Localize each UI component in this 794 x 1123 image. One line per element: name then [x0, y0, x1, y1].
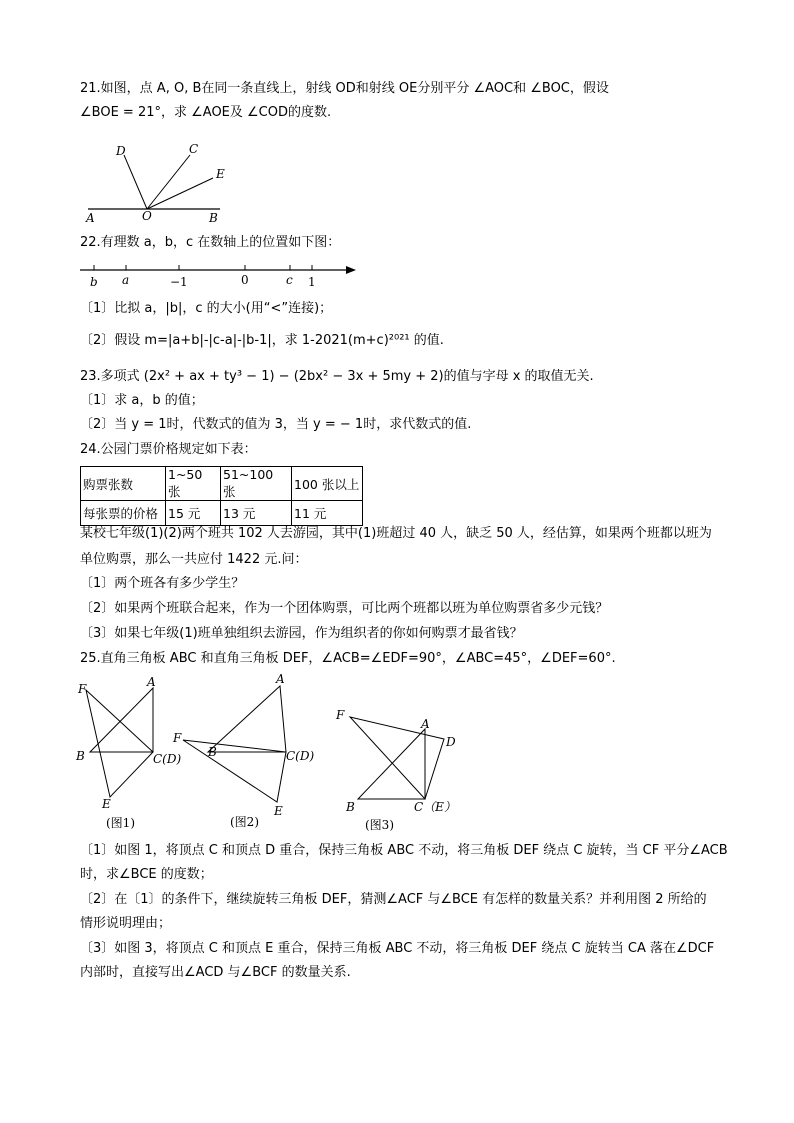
axis-label-a: a	[122, 273, 130, 287]
label-A: A	[86, 211, 95, 225]
q25-part3-line2: 内部时，直接写出∠ACD 与∠BCF 的数量关系.	[80, 965, 351, 980]
table-cell: 每张票的价格	[81, 501, 166, 526]
q25-part1-line1: 〔1〕如图 1，将顶点 C 和顶点 D 重合，保持三角板 ABC 不动，将三角板 DEF 绕点 C 旋转，当 CF 平分∠ACB	[80, 843, 728, 858]
axis-label-b: b	[90, 275, 98, 289]
fig2-label-F: F	[173, 731, 182, 745]
q24-part3: 〔3〕如果七年级(1)班单独组织去游园，作为组织者的你如何购票才最省钱？	[80, 626, 523, 641]
q21-line1: 21.如图，点 A, O, B在同一条直线上，射线 OD和射线 OE分别平分 ∠AOC和 ∠BOC，假设	[80, 81, 609, 96]
label-B: B	[209, 211, 218, 225]
q25-part2-line1: 〔2〕在〔1〕的条件下，继续旋转三角板 DEF，猜测∠ACF 与∠BCE 有怎样的数量关系？并利用图 2 所给的	[80, 892, 707, 907]
q25-title: 25.直角三角板 ABC 和直角三角板 DEF，∠ACB=∠EDF=90°，∠ABC=45°，∠DEF=60°.	[80, 651, 616, 666]
table-cell: 100 张以上	[292, 467, 363, 501]
fig2-label-A: A	[276, 672, 285, 686]
table-cell: 51~100 张	[221, 467, 292, 501]
table-cell: 13 元	[221, 501, 292, 526]
fig2-label-CD: C(D)	[286, 749, 315, 763]
q23-part2: 〔2〕当 y = 1时，代数式的值为 3，当 y = − 1时，求代数式的值.	[80, 417, 472, 432]
q24-part1: 〔1〕两个班各有多少学生？	[80, 576, 245, 591]
q25-part3-line1: 〔3〕如图 3，将顶点 C 和顶点 E 重合，保持三角板 ABC 不动，将三角板 DEF 绕点 C 旋转当 CA 落在∠DCF	[80, 941, 715, 956]
fig1-label-CD: C(D)	[153, 752, 182, 766]
fig1-label-E: E	[102, 797, 111, 811]
q25-part2-line2: 情形说明理由；	[80, 916, 172, 931]
table-cell: 购票张数	[81, 467, 166, 501]
fig1-label-F: F	[78, 682, 87, 696]
q25-part1-line2: 时，求∠BCE 的度数；	[80, 867, 213, 882]
q22-part1: 〔1〕比拟 a，|b|，c 的大小(用“<”连接)；	[80, 301, 333, 316]
axis-label-one: 1	[308, 275, 316, 289]
label-D: D	[116, 144, 126, 158]
fig3-label-A: A	[421, 717, 430, 731]
fig3-label-F: F	[336, 708, 345, 722]
q24-title: 24.公园门票价格规定如下表：	[80, 442, 257, 457]
fig3-label-D: D	[446, 735, 456, 749]
q22-title: 22.有理数 a，b，c 在数轴上的位置如下图：	[80, 235, 341, 250]
fig3-label-CE: C（E）	[414, 800, 456, 814]
fig1-label-A: A	[147, 675, 156, 689]
q24-text2: 单位购票，那么一共应付 1422 元.问：	[80, 552, 308, 567]
fig2-label-B: B	[208, 745, 217, 759]
label-E: E	[216, 167, 225, 181]
q22-part2: 〔2〕假设 m=|a+b|-|c-a|-|b-1|，求 1-2021(m+c)²⁰²¹ 的值.	[80, 333, 444, 348]
label-C: C	[189, 142, 199, 156]
q23-title: 23.多项式 (2x² + ax + ty³ − 1) − (2bx² − 3x + 5my + 2)的值与字母 x 的取值无关.	[80, 369, 594, 384]
fig3-label-B: B	[346, 800, 355, 814]
q23-part1: 〔1〕求 a，b 的值；	[80, 393, 204, 408]
axis-label-neg1: −1	[170, 275, 188, 289]
label-O: O	[142, 209, 152, 223]
fig2-label-E: E	[274, 804, 283, 818]
q24-part2: 〔2〕如果两个班联合起来，作为一个团体购票，可比两个班都以班为单位购票省多少元钱？	[80, 601, 609, 616]
fig1-caption: (图1)	[106, 816, 135, 830]
table-cell: 15 元	[166, 501, 221, 526]
fig3-caption: (图3)	[365, 818, 394, 832]
table-cell: 11 元	[292, 501, 363, 526]
table-cell: 1~50 张	[166, 467, 221, 501]
fig2-caption: (图2)	[230, 815, 259, 829]
q21-line2: ∠BOE = 21°，求 ∠AOE及 ∠COD的度数.	[80, 105, 332, 120]
axis-label-zero: 0	[241, 273, 249, 287]
fig1-label-B: B	[76, 749, 85, 763]
q24-text1: 某校七年级(1)(2)两个班共 102 人去游园，其中(1)班超过 40 人，缺乏 50 人，经估算，如果两个班都以班为	[80, 526, 712, 541]
axis-label-c: c	[286, 273, 293, 287]
